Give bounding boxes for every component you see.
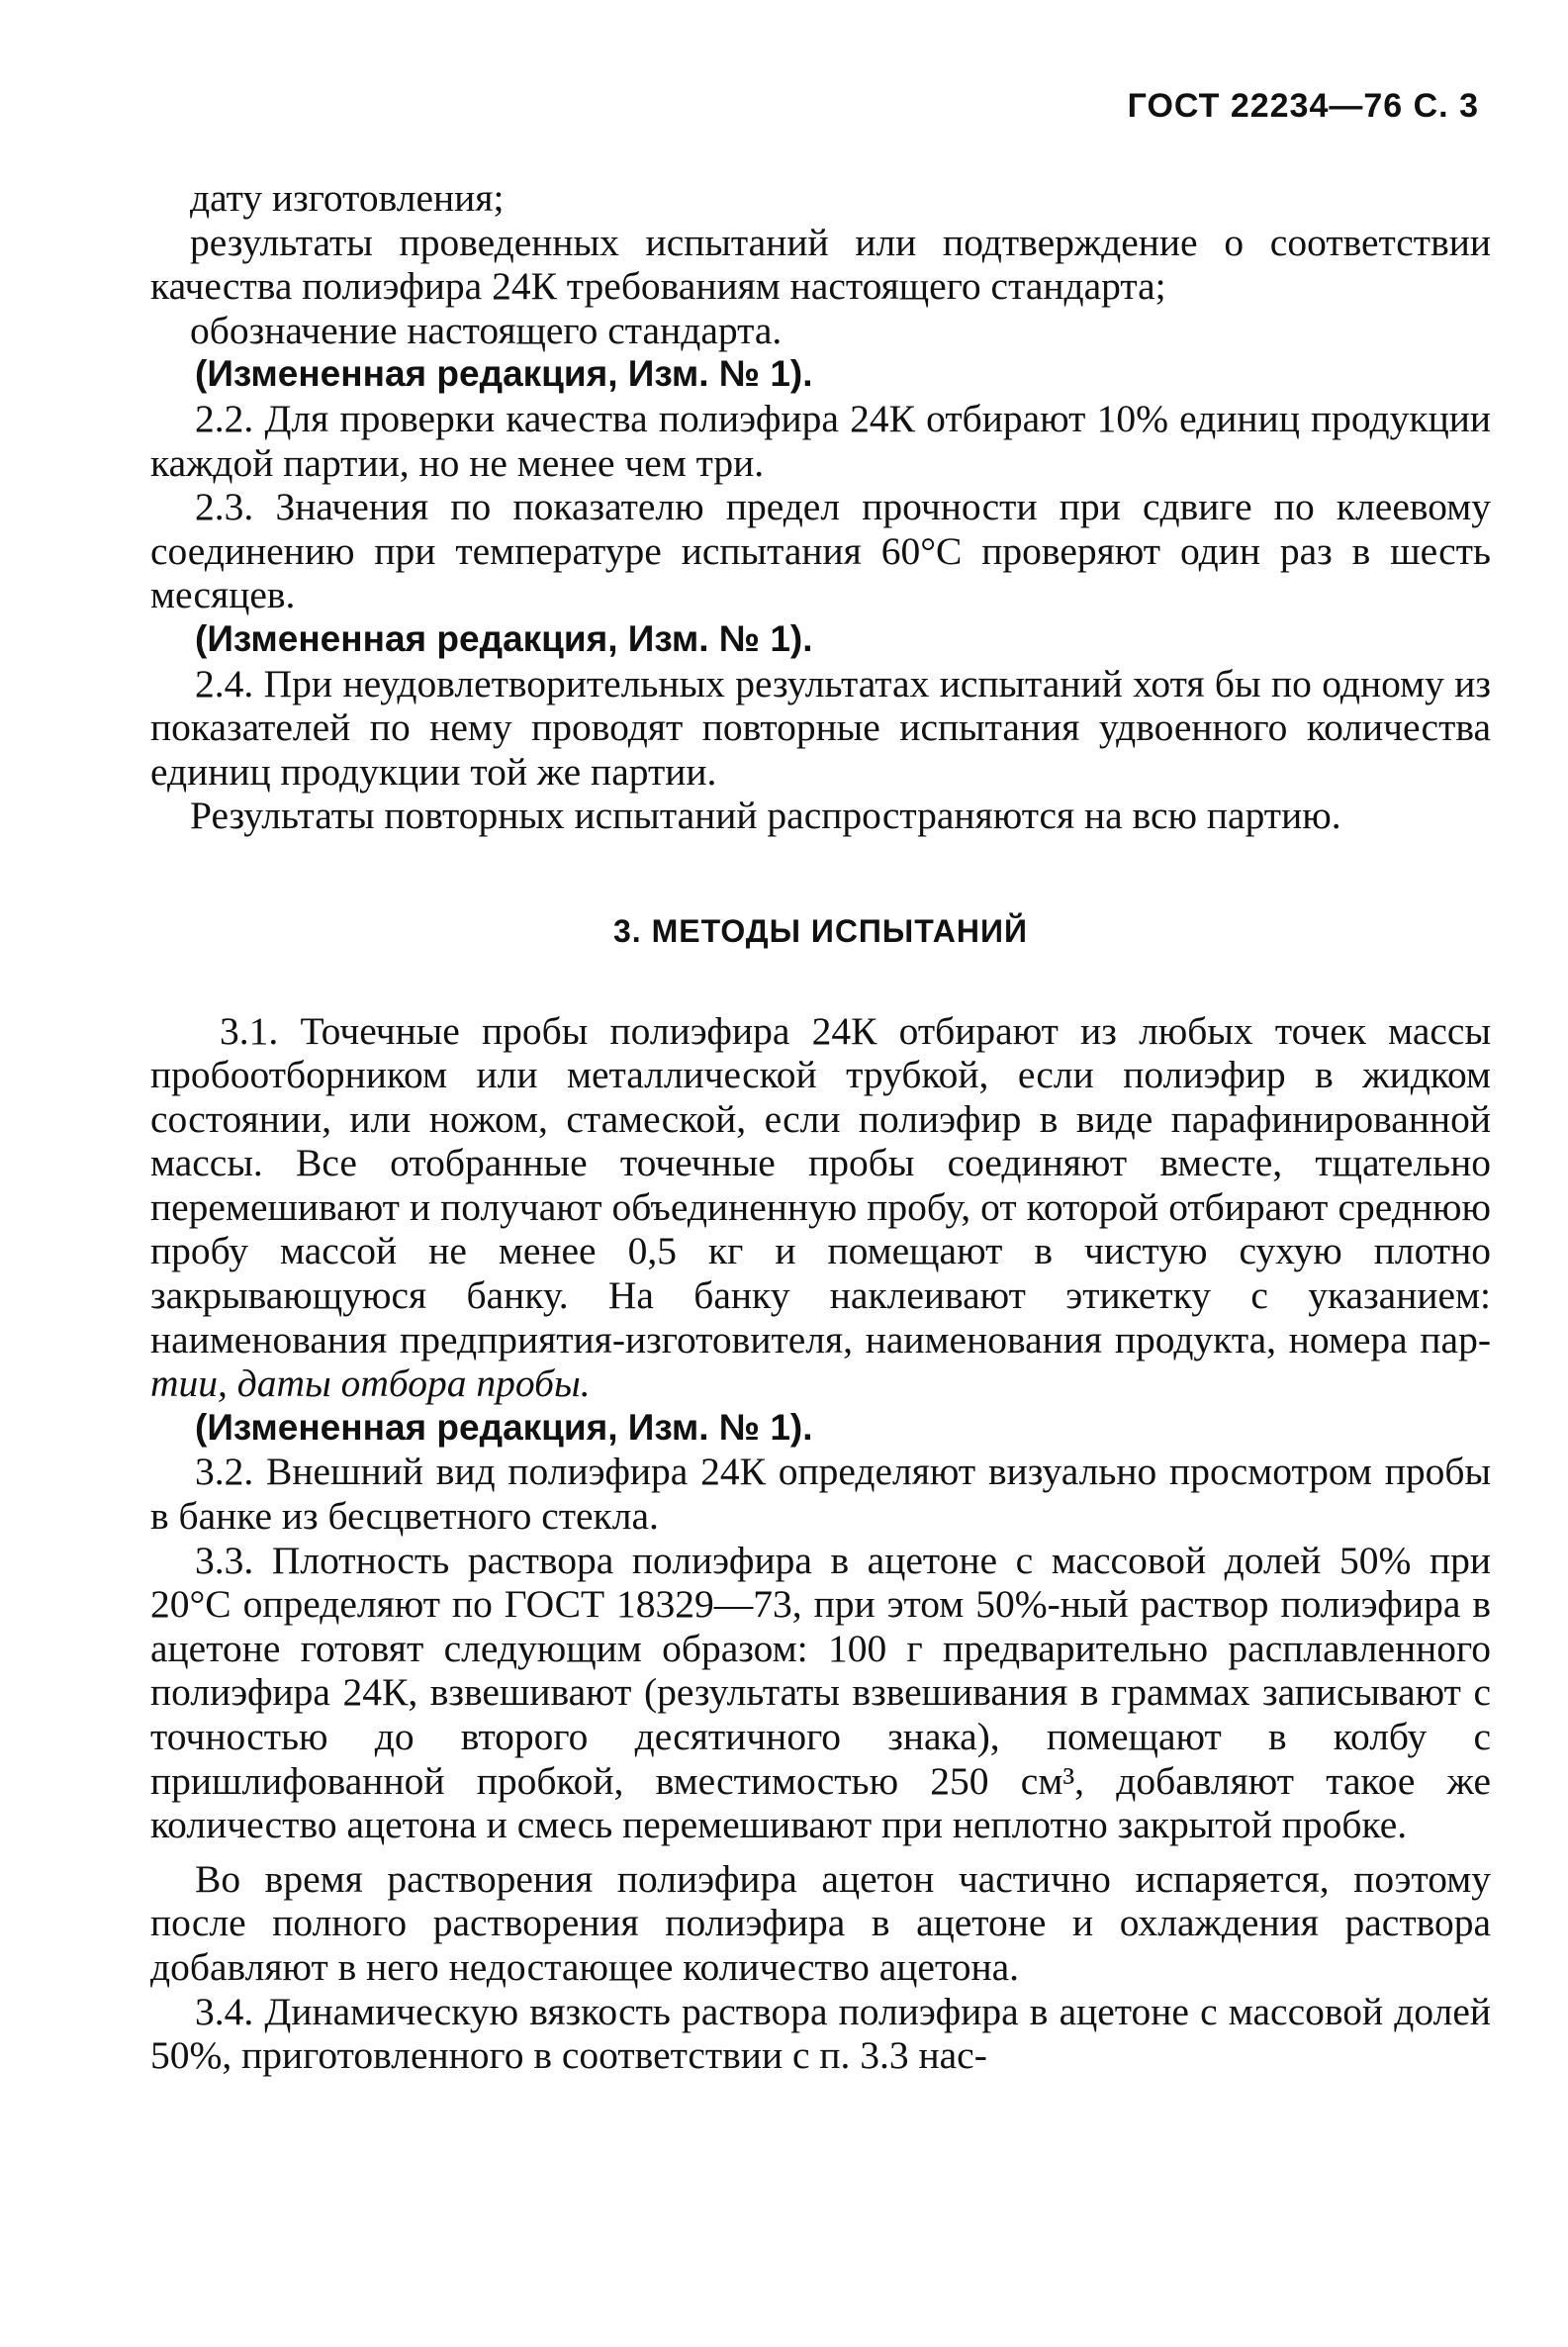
amendment-note: (Измененная редакция, Изм. № 1). <box>195 353 813 395</box>
clause-3-3-continuation: Во время растворения полиэфира ацетон частично испаряется, поэтому после полного растворения полиэфира в ацетоне и охлаждения раствора добавляют в него недостающее количество ацетона. <box>150 1856 1491 1989</box>
section-title: 3. МЕТОДЫ ИСПЫТАНИЙ <box>613 912 1028 949</box>
clause-3-1-text: 3.1. Точечные пробы полиэфира 24К отбирают из любых точек массы пробоотборником или металлической трубкой, если полиэфир в жидком состоянии, или ножом, стамеской, если полиэфир в виде парафинированной массы. Все отобранные точечные пробы соединяют вместе, тщательно перемешивают и получают объединенную пробу, от которой отбирают среднюю пробу массой не менее 0,5 кг и помещают в чистую сухую плотно закрывающуюся банку. На банку наклеивают этикетку с указанием: наименования предприятия-изготовителя, наименования продукта, номера пар- <box>150 1008 1491 1361</box>
document-body <box>150 176 1491 2078</box>
page-header: ГОСТ 22234—76 С. 3 <box>1127 87 1479 125</box>
clause-3-4: 3.4. Динамическую вязкость раствора полиэфира в ацетоне с массовой долей 50%, приготовленного в соответствии с п. 3.3 нас- <box>150 1989 1491 2078</box>
clause-3-2: 3.2. Внешний вид полиэфира 24К определяют визуально просмотром пробы в банке из бесцветного стекла. <box>150 1450 1491 1539</box>
amendment-note: (Измененная редакция, Изм. № 1). <box>195 1406 813 1448</box>
clause-2-4: 2.4. При неудовлетворительных результатах испытаний хотя бы по одному из показателей по нему проводят повторные испытания удвоенного количества единиц продукции той же партии. <box>150 661 1491 794</box>
amendment-note: (Измененная редакция, Изм. № 1). <box>195 617 813 659</box>
clause-2-3: 2.3. Значения по показателю предел прочности при сдвиге по клеевому соединению при температуре испытания 60°С проверяют один раз в шесть месяцев. <box>150 485 1491 617</box>
clause-2-4-continuation: Результаты повторных испытаний распространяются на всю партию. <box>190 794 1341 838</box>
clause-3-3: 3.3. Плотность раствора полиэфира в ацетоне с массовой долей 50% при 20°С определяют по ГОСТ 18329—73, при этом 50%-ный раствор полиэфира в ацетоне готовят следующим образом: 100 г предварительно расплавленного полиэфира 24К, взвешивают (результаты взвешивания в граммах записывают с точностью до второго десятичного знака), помещают в колбу с пришлифованной пробкой, вместимостью 250 см³, добавляют такое же количество ацетона и смесь перемешивают при неплотно закрытой пробке. <box>150 1538 1491 1847</box>
paragraph-manufacture-date: дату изготовления; <box>190 176 505 220</box>
paragraph-gap <box>150 1847 1491 1857</box>
clause-2-2: 2.2. Для проверки качества полиэфира 24К отбирают 10% единиц продукции каждой партии, но не менее чем три. <box>150 396 1491 485</box>
clause-3-1 <box>150 1009 1491 1406</box>
paragraph-test-results: результаты проведенных испытаний или подтверждение о соответствии качества полиэфира 24К требованиям настоящего стандарта; <box>150 220 1491 309</box>
paragraph-standard-designation: обозначение настоящего стандарта. <box>190 308 783 352</box>
clause-3-1-italic-tail: тии, даты отбора пробы. <box>150 1361 591 1406</box>
